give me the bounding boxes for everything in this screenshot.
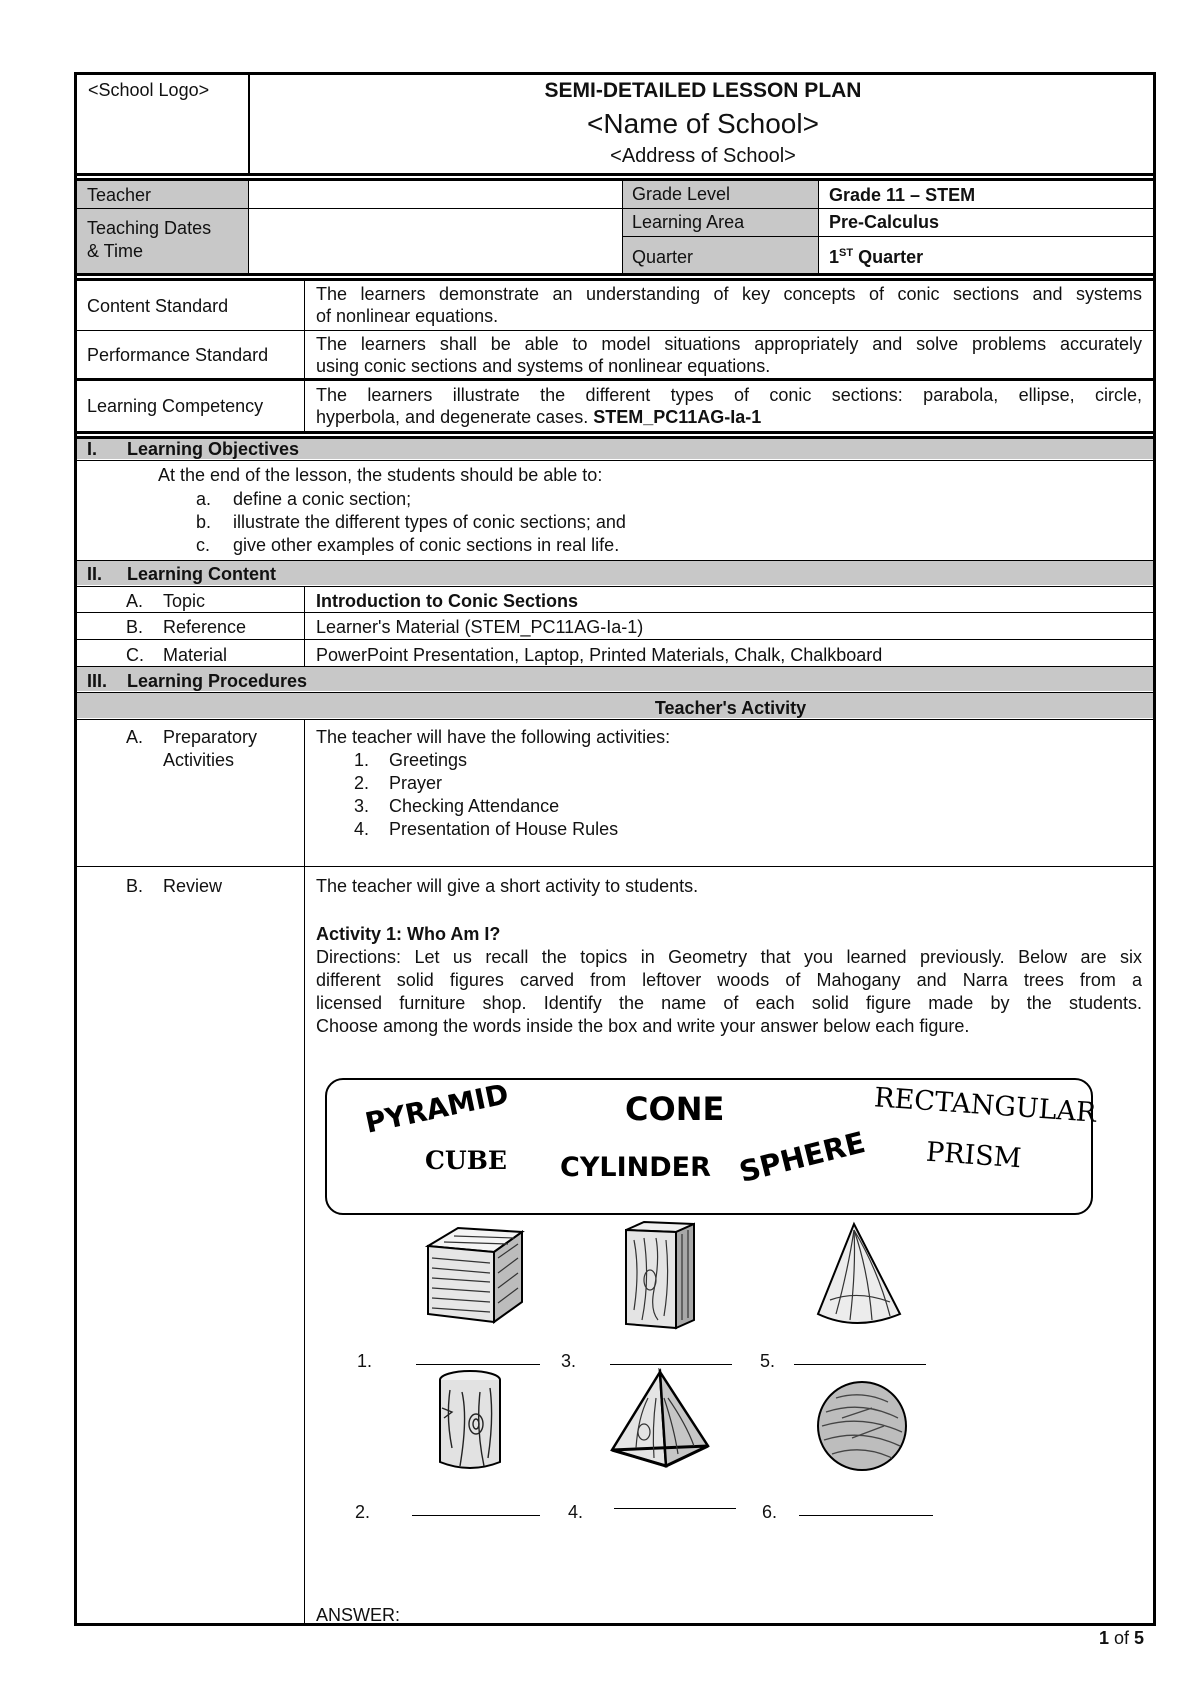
word-pyramid: PYRAMID [362,1077,512,1140]
objective-item: define a conic section; [233,489,412,509]
objective-item: illustrate the different types of conic sections; and [233,512,626,532]
directions-line-4: Choose among the words inside the box and write your answer below each figure. [316,1016,970,1036]
objectives-heading-number: I. [87,439,98,459]
directions-line-1: Directions: Let us recall the topics in Geometry that you learned previously. Below are six [316,947,1142,967]
learning-competency-line-2: hyperbola, and degenerate cases. STEM_PC11AG-Ia-1 [316,407,762,427]
document-title: SEMI-DETAILED LESSON PLAN [544,79,862,102]
review-letter: B. [126,876,144,896]
learning-competency-line-1: The learners illustrate the different types of conic sections: parabola, ellipse, circle, [316,385,1142,405]
preparatory-intro: The teacher will have the following activities: [316,727,671,747]
rectangular-prism-figure [620,1220,700,1332]
learning-area-value: Pre-Calculus [829,212,940,232]
objectives-intro: At the end of the lesson, the students should be able to: [158,465,603,485]
grade-level-label: Grade Level [632,184,731,204]
answer-blank[interactable] [412,1515,540,1516]
content-heading: Learning Content [127,564,276,584]
word-rectangular: RECTANGULAR [873,1082,1098,1129]
objective-letter: a. [196,489,212,509]
teachers-activity-header: Teacher's Activity [654,698,807,718]
teaching-time-label: & Time [87,241,144,261]
answer-number: 3. [561,1351,577,1371]
answer-blank[interactable] [799,1515,933,1516]
answer-blank[interactable] [610,1364,732,1365]
cone-figure [810,1220,906,1330]
objective-letter: b. [196,512,212,532]
school-logo-placeholder: <School Logo> [88,80,210,100]
reference-letter: B. [126,617,144,637]
reference-label: Reference [163,617,247,637]
quarter-value: 1ST Quarter [829,247,924,267]
performance-standard-line-1: The learners shall be able to model situations appropriately and solve problems accurately [316,334,1142,354]
answer-blank[interactable] [794,1364,926,1365]
answer-number: 4. [568,1502,584,1522]
prep-item: Presentation of House Rules [389,819,619,839]
answer-blank[interactable] [614,1508,736,1509]
cylinder-figure [430,1368,510,1476]
material-letter: C. [126,645,144,665]
answer-number: 6. [762,1502,778,1522]
directions-line-3: licensed furniture shop. Identify the name of each solid figure made by the students. [316,993,1142,1013]
objective-item: give other examples of conic sections in real life. [233,535,620,555]
answer-number: 5. [760,1351,776,1371]
answer-number: 2. [355,1502,371,1522]
procedures-heading-number: III. [87,671,108,691]
teacher-label: Teacher [87,185,152,205]
content-standard-line-1: The learners demonstrate an understanding of key concepts of conic sections and systems [316,284,1142,304]
sphere-figure [812,1378,912,1474]
answer-label: ANSWER: [316,1605,401,1625]
prep-item-number: 2. [354,773,370,793]
preparatory-letter: A. [126,727,144,747]
prep-item-number: 1. [354,750,370,770]
preparatory-label: Preparatory [163,727,258,747]
teaching-dates-label: Teaching Dates [87,218,212,238]
pyramid-figure [608,1368,712,1472]
cube-figure [420,1218,530,1330]
review-intro: The teacher will give a short activity to students. [316,876,699,896]
learning-area-label: Learning Area [632,212,745,232]
school-address: <Address of School> [610,145,796,167]
answer-number: 1. [357,1351,373,1371]
objectives-heading: Learning Objectives [127,439,300,459]
activity-title: Activity 1: Who Am I? [316,924,501,944]
topic-label: Topic [163,591,206,611]
divider [74,173,1156,176]
objective-letter: c. [196,535,211,555]
procedures-heading: Learning Procedures [127,671,308,691]
performance-standard-line-2: using conic sections and systems of nonlinear equations. [316,356,771,376]
performance-standard-label: Performance Standard [87,345,269,365]
quarter-label: Quarter [632,247,694,267]
prep-item: Greetings [389,750,468,770]
school-name: <Name of School> [587,108,819,139]
material-value: PowerPoint Presentation, Laptop, Printed Materials, Chalk, Chalkboard [316,645,883,665]
content-standard-line-2: of nonlinear equations. [316,306,499,326]
answer-blank[interactable] [416,1364,540,1365]
word-prism: PRISM [925,1136,1023,1175]
review-label: Review [163,876,223,896]
material-label: Material [163,645,228,665]
directions-line-2: different solid figures carved from leftover woods of Mahogany and Narra trees from a [316,970,1142,990]
activities-label: Activities [163,750,235,770]
word-sphere: SPHERE [735,1124,869,1190]
word-cube: CUBE [425,1146,507,1175]
topic-value: Introduction to Conic Sections [316,591,578,611]
grade-level-value: Grade 11 – STEM [829,185,976,205]
prep-item-number: 3. [354,796,370,816]
word-cylinder: CYLINDER [560,1152,711,1183]
page-number: 1 of 5 [1098,1628,1144,1648]
prep-item: Prayer [389,773,443,793]
word-cone: CONE [625,1090,725,1128]
content-standard-label: Content Standard [87,296,229,316]
content-heading-number: II. [87,564,103,584]
reference-value: Learner's Material (STEM_PC11AG-Ia-1) [316,617,644,637]
learning-competency-label: Learning Competency [87,396,264,416]
topic-letter: A. [126,591,144,611]
prep-item: Checking Attendance [389,796,560,816]
prep-item-number: 4. [354,819,370,839]
